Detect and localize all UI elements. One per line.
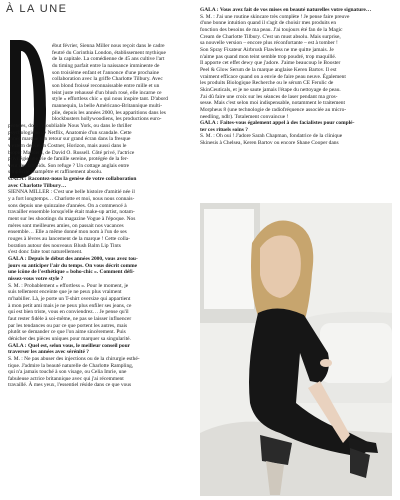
text-line: S. M. : Probablement « effortless ». Pour le moment, je — [8, 282, 129, 289]
question-line: GALA : Depuis le début des années 2000, vous avez tou- — [8, 256, 138, 262]
text-line: mères sont meilleures amies, on passait nos vacances — [8, 222, 124, 229]
text-line: Il apporte cet effet dewy que j'adore. J'aime beaucoup le Booster — [200, 60, 341, 67]
text-line: péennes, dont l'inoubliable Nous York, ou dans le thriller — [8, 122, 132, 129]
text-line: travaillé. À mes yeux, l'essentiel réside dans ce que vous — [8, 382, 132, 389]
text-line: Peel & Glow Serum de la marque anglaise Keren Bartov. Il est — [200, 66, 337, 73]
text-line: Skinesis à Chelsea, Keren Bartov ou encore Shane Cooper dans — [200, 140, 339, 147]
text-line: fonction des besoins de ma peau. J'ai toujours été fan de la Magic — [200, 26, 343, 33]
question-line: GALA : Faites-vous également appel à des facialistes pour complé- — [200, 120, 355, 127]
question-line: jours su anticiper l'air du temps. On vous décrit comme — [8, 262, 138, 269]
text-line: n'aime pas quand mon teint semble trop poudré, trop maquillé. — [200, 53, 337, 60]
text-line: mannequin, la belle Américano-Britannique multi- — [52, 102, 163, 109]
text-line: collaboration avec la griffe Charlotte Tilbury. Avec — [52, 76, 163, 83]
text-line: par les tendances ou par ce que portent les autres, mais — [8, 322, 128, 329]
text-line: ment sur les shootings du magazine Vogue à l'époque. Nos — [8, 216, 136, 223]
text-line: s'est donc faite tout naturellement. — [8, 249, 83, 256]
text-line: S. M. : Ne pas abuser des injections ou de la chirurgie esthé- — [8, 355, 140, 362]
text-line: veur des tabloïds. Son refuge ? Un cottage anglais entre — [8, 162, 130, 169]
text-line: m'habiller. Là, je porte un T-shirt oversize qui appartient — [8, 295, 131, 302]
text-line: boration autour des nouveaux Blush Balm Lip Tints — [8, 242, 121, 249]
question-line: avec Charlotte Tilbury… — [8, 182, 67, 189]
question-line: ter ces rituels soins ? — [200, 126, 248, 133]
text-line: faut rester fidèle à soi-même, ne pas se laisser influencer — [8, 315, 132, 322]
text-line: ensemble… Elle a même donné mon nom à l'un de ses — [8, 229, 127, 236]
question-line: GALA : Quel est, selon vous, le meilleur conseil pour — [8, 342, 131, 349]
text-line: needling, ndlr). Totalement convaincue ! — [200, 113, 289, 120]
text-line: plutôt se demander ce que l'on aime sincèrement. Puis — [8, 329, 126, 336]
text-line: suis tellement enceinte que je ne peux plus vraiment — [8, 289, 122, 296]
text-line: dénicher des pièces uniques pour marquer sa singularité. — [8, 335, 131, 342]
text-line: biopic Maddern, de David O. Russell. Côté privé, l'actrice — [8, 149, 135, 156]
text-line: J'ai dû faire une croix sur les séances de laser pendant ma gros- — [200, 93, 338, 100]
text-line: sons depuis une quinzaine d'années. On a commencé à — [8, 202, 127, 209]
text-line: style « effortless chic » qui nous inspire tant. D'abord — [52, 96, 168, 103]
text-line: année marque son retour sur grand écran dans la fresque — [8, 136, 131, 143]
text-line: S. M. : J'ai une routine skincare très complète ! Je pense faire preuve — [200, 13, 350, 20]
text-line: feutré du Corinthia London, établissement mythique — [52, 49, 166, 56]
text-line: SIENNA MILLER : C'est une belle histoire d'amitié née il — [8, 189, 135, 196]
text-line: Son Spray Fixateur Airbrush Flawless ne me quitte jamais. Je — [200, 46, 334, 53]
text-line: de la capitale. La comédienne de 45 ans cultive l'art — [52, 56, 165, 63]
text-line: plie, depuis les années 2000, les apparitions dans les — [52, 109, 166, 116]
question-line: nissez-vous votre style ? — [8, 275, 64, 282]
text-line: son blond froissé reconnaissable entre mille et un — [52, 82, 160, 89]
question-line: traverser les années avec sérénité ? — [8, 349, 89, 356]
text-line: qui n'a jamais touché à son visage, ou Celia Imrie, une — [8, 369, 127, 376]
text-line: qui est bien triste, vous en conviendrez… Je pense qu'il — [8, 309, 129, 316]
section-header: À LA UNE — [6, 3, 68, 15]
text-line: à mon petit ami mais je ne peux plus enfiler ses jeans, ce — [8, 302, 132, 309]
text-line: SkinCeuticals, et je ne saute jamais l'étape du nettoyage de peau. — [200, 86, 341, 93]
text-line: les produits Biologique Recherche ou le sérum CE Ferulic de — [200, 80, 334, 87]
text-line: Cream de Charlotte Tilbury. C'est un must absolu. Mais surprise, — [200, 33, 341, 40]
text-line: d'une bonne intuition quand il s'agit de choisir mes produits en — [200, 20, 337, 27]
question-line: GALA : Vous avez fait de vos mises en beauté naturelles votre signature… — [200, 7, 372, 13]
text-line: tique. J'admire la beauté naturelle de Charlotte Rampling, — [8, 362, 134, 369]
text-line: fabuleuse actrice britannique avec qui j'ai récemment — [8, 375, 124, 382]
text-line: vraiment efficace quand on a envie de faire peau neuve. Également — [200, 73, 346, 80]
article-left-column — [8, 43, 188, 495]
text-line: sa nouvelle version – encore plus réconfortante – est à tomber ! — [200, 40, 338, 47]
text-line: y a fort longtemps… Charlotte et moi, nous nous connais- — [8, 196, 135, 203]
text-line: sesse. Mais c'est selon moi indispensable, notamment le traitement — [200, 100, 346, 107]
text-line: teint juste rehaussé d'un blush rosé, elle incarne ce — [52, 89, 162, 96]
text-line: privilégie une vie de famille sereine, protégée de la fer- — [8, 156, 129, 163]
text-line: S. M. : Oh oui ! J'adore Sarah Chapman, fondatrice de la clinique — [200, 133, 343, 140]
text-line: western de Kevin Costner, Horizon, mais aussi dans le — [8, 142, 127, 149]
text-line: du timing parfait entre la naissance imminente de — [52, 62, 160, 69]
text-line: son troisième enfant et l'annonce d'une prochaine — [52, 69, 160, 76]
question-line: une icône de l'esthétique « boho-chic ». Comment défi- — [8, 269, 135, 276]
text-line: travailler ensemble lorsqu'elle était make-up artist, notam- — [8, 209, 135, 216]
text-line: rouges à lèvres au lancement de la marque ! Cette colla- — [8, 236, 130, 243]
portrait-photo — [200, 203, 392, 496]
text-line: Morpheus 8 (une technologie de radiofréquence associée au micro- — [200, 106, 347, 113]
text-line: simplicité champêtre et raffinement absolu. — [8, 169, 103, 176]
text-line: blockbusters hollywoodiens, les productions euro- — [52, 116, 162, 123]
text-line: psychologique de Netflix, Anatomie d'un scandale. Cette — [8, 129, 132, 136]
article-right-column — [200, 7, 391, 197]
text-line: ébut février, Sienna Miller nous reçoit dans le cadre — [52, 43, 165, 49]
question-line: GALA : Racontez-nous la genèse de votre collaboration — [8, 176, 137, 183]
